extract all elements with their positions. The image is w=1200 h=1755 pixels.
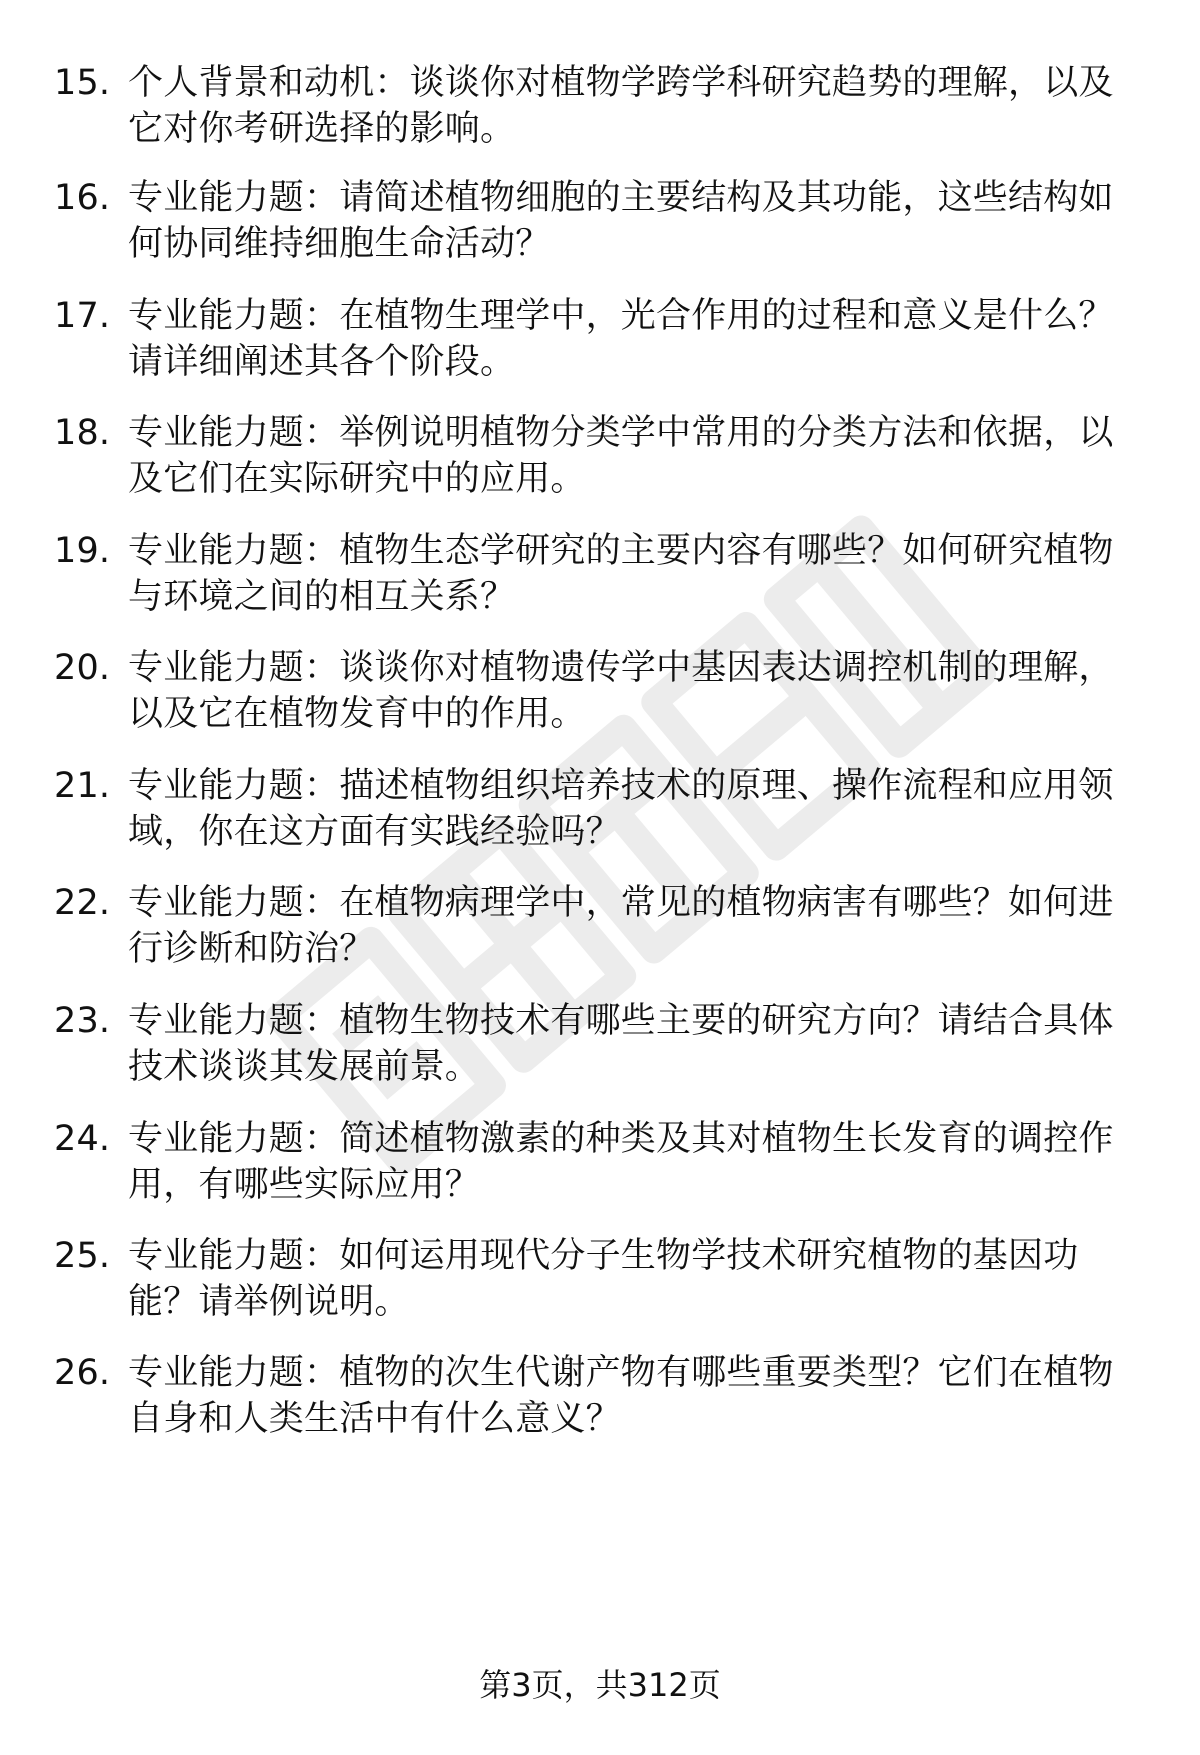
item-number: 19. — [54, 531, 111, 571]
item-text: 专业能力题：谈谈你对植物遗传学中基因表达调控机制的理解，以及它在植物发育中的作用。 — [128, 648, 1114, 734]
item-number: 17. — [54, 296, 111, 336]
item-number: 25. — [54, 1236, 111, 1276]
item-text: 个人背景和动机：谈谈你对植物学跨学科研究趋势的理解，以及它对你考研选择的影响。 — [128, 63, 1114, 149]
item-text: 专业能力题：简述植物激素的种类及其对植物生长发育的调控作用，有哪些实际应用？ — [128, 1119, 1114, 1205]
item-number: 20. — [54, 648, 111, 688]
item-number: 16. — [54, 178, 111, 218]
item-text: 专业能力题：在植物病理学中，常见的植物病害有哪些？如何进行诊断和防治？ — [128, 883, 1114, 969]
item-number: 21. — [54, 766, 111, 806]
item-number: 23. — [54, 1001, 111, 1041]
item-text: 专业能力题：描述植物组织培养技术的原理、操作流程和应用领域，你在这方面有实践经验吗？ — [128, 766, 1114, 852]
item-text: 专业能力题：举例说明植物分类学中常用的分类方法和依据，以及它们在实际研究中的应用。 — [128, 413, 1114, 499]
page-number-footer: 第3页，共312页 — [479, 1666, 721, 1704]
item-number: 18. — [54, 413, 111, 453]
item-text: 专业能力题：植物生物技术有哪些主要的研究方向？请结合具体技术谈谈其发展前景。 — [128, 1001, 1114, 1087]
item-text: 专业能力题：在植物生理学中，光合作用的过程和意义是什么？请详细阐述其各个阶段。 — [128, 296, 1114, 382]
item-number: 24. — [54, 1119, 111, 1159]
item-text: 专业能力题：植物生态学研究的主要内容有哪些？如何研究植物与环境之间的相互关系？ — [128, 531, 1114, 617]
item-number: 15. — [54, 63, 111, 103]
item-number: 22. — [54, 883, 111, 923]
item-text: 专业能力题：请简述植物细胞的主要结构及其功能，这些结构如何协同维持细胞生命活动？ — [128, 178, 1114, 264]
item-number: 26. — [54, 1353, 111, 1393]
item-text: 专业能力题：如何运用现代分子生物学技术研究植物的基因功能？请举例说明。 — [128, 1236, 1079, 1322]
item-text: 专业能力题：植物的次生代谢产物有哪些重要类型？它们在植物自身和人类生活中有什么意义？ — [128, 1353, 1114, 1439]
